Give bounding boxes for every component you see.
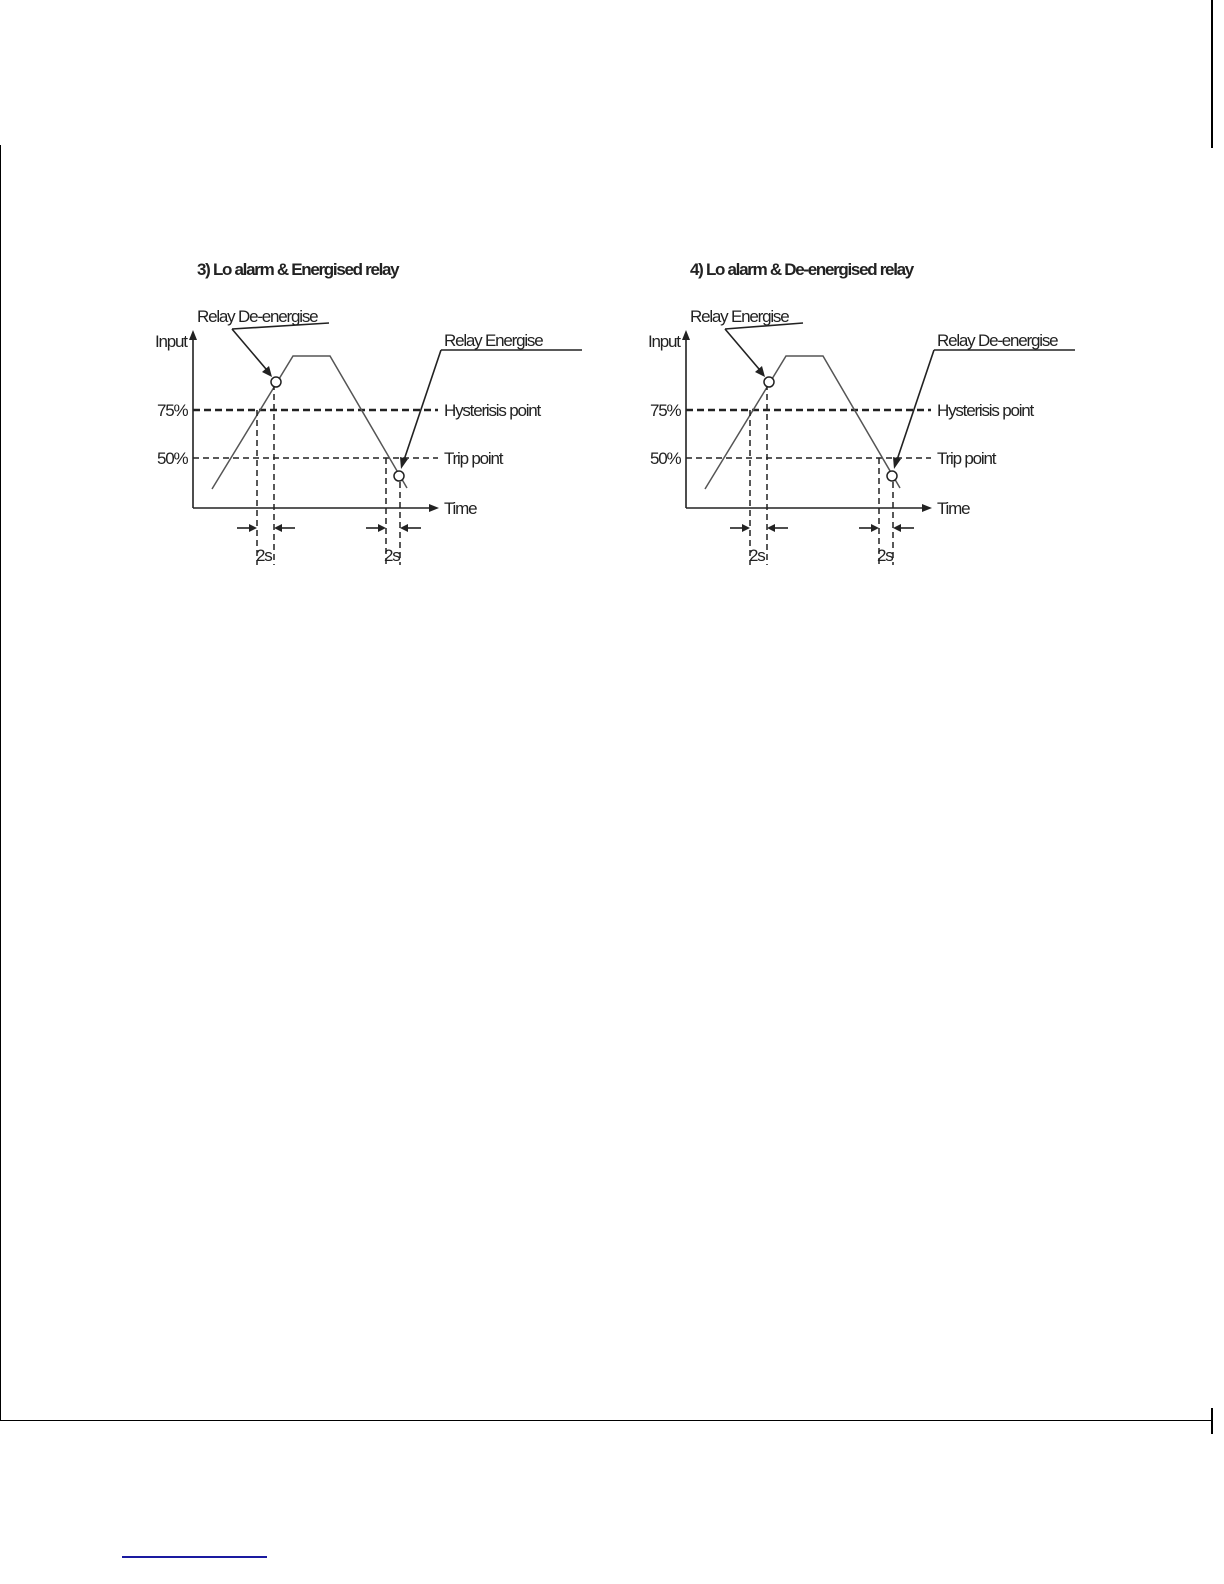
relay-right-label: Relay De-energise [937, 331, 1058, 350]
x-axis-arrowhead [922, 504, 932, 512]
hysteresis-point-label: Hysterisis point [444, 401, 541, 420]
relay-energise-point [764, 377, 774, 387]
delay-2-label: 2s [384, 546, 400, 565]
level-low-label: 50% [650, 449, 681, 468]
y-axis-arrowhead [189, 330, 197, 340]
relay-de-energise-point [887, 471, 897, 481]
y-axis-label: Input [648, 332, 680, 351]
x-axis-label: Time [444, 499, 477, 518]
delay-1-label: 2s [256, 546, 272, 565]
input-signal-curve [212, 356, 407, 489]
relay-top-callout-arrowhead [755, 366, 765, 377]
delay-2-right-arrowhead [400, 524, 408, 532]
delay-1-right-arrowhead [274, 524, 282, 532]
relay-de-energise-point [271, 377, 281, 387]
level-low-label: 50% [157, 449, 188, 468]
diagram-lo-alarm-de-energised-relay [493, 0, 1105, 1584]
relay-energise-point [394, 471, 404, 481]
diagram-title: 3) Lo alarm & Energised relay [197, 260, 399, 279]
relay-top-label: Relay Energise [690, 307, 789, 326]
delay-1-left-arrowhead [249, 524, 257, 532]
trip-point-label: Trip point [444, 449, 503, 468]
hysteresis-point-label: Hysterisis point [937, 401, 1034, 420]
footer-link-underline[interactable] [122, 1556, 267, 1558]
level-high-label: 75% [157, 401, 188, 420]
relay-top-callout-arrowhead [262, 366, 272, 377]
relay-right-callout-arrowhead [893, 457, 901, 469]
relay-right-callout-line [404, 350, 441, 460]
x-axis-arrowhead [429, 504, 439, 512]
diagram-title: 4) Lo alarm & De-energised relay [690, 260, 913, 279]
x-axis-label: Time [937, 499, 970, 518]
relay-top-callout-line [725, 329, 759, 369]
delay-1-left-arrowhead [742, 524, 750, 532]
relay-right-label: Relay Energise [444, 331, 543, 350]
page-frame-right-border-bottom [1211, 1408, 1213, 1434]
delay-1-right-arrowhead [767, 524, 775, 532]
y-axis-label: Input [155, 332, 187, 351]
input-signal-curve [705, 356, 900, 489]
relay-right-callout-line [897, 350, 934, 460]
delay-2-left-arrowhead [871, 524, 879, 532]
delay-2-left-arrowhead [378, 524, 386, 532]
relay-top-label: Relay De-energise [197, 307, 318, 326]
level-high-label: 75% [650, 401, 681, 420]
relay-right-callout-arrowhead [400, 457, 408, 469]
delay-1-label: 2s [749, 546, 765, 565]
relay-top-callout-line [232, 329, 266, 369]
delay-2-label: 2s [877, 546, 893, 565]
page-frame-right-border-top [1211, 0, 1213, 148]
trip-point-label: Trip point [937, 449, 996, 468]
delay-2-right-arrowhead [893, 524, 901, 532]
y-axis-arrowhead [682, 330, 690, 340]
